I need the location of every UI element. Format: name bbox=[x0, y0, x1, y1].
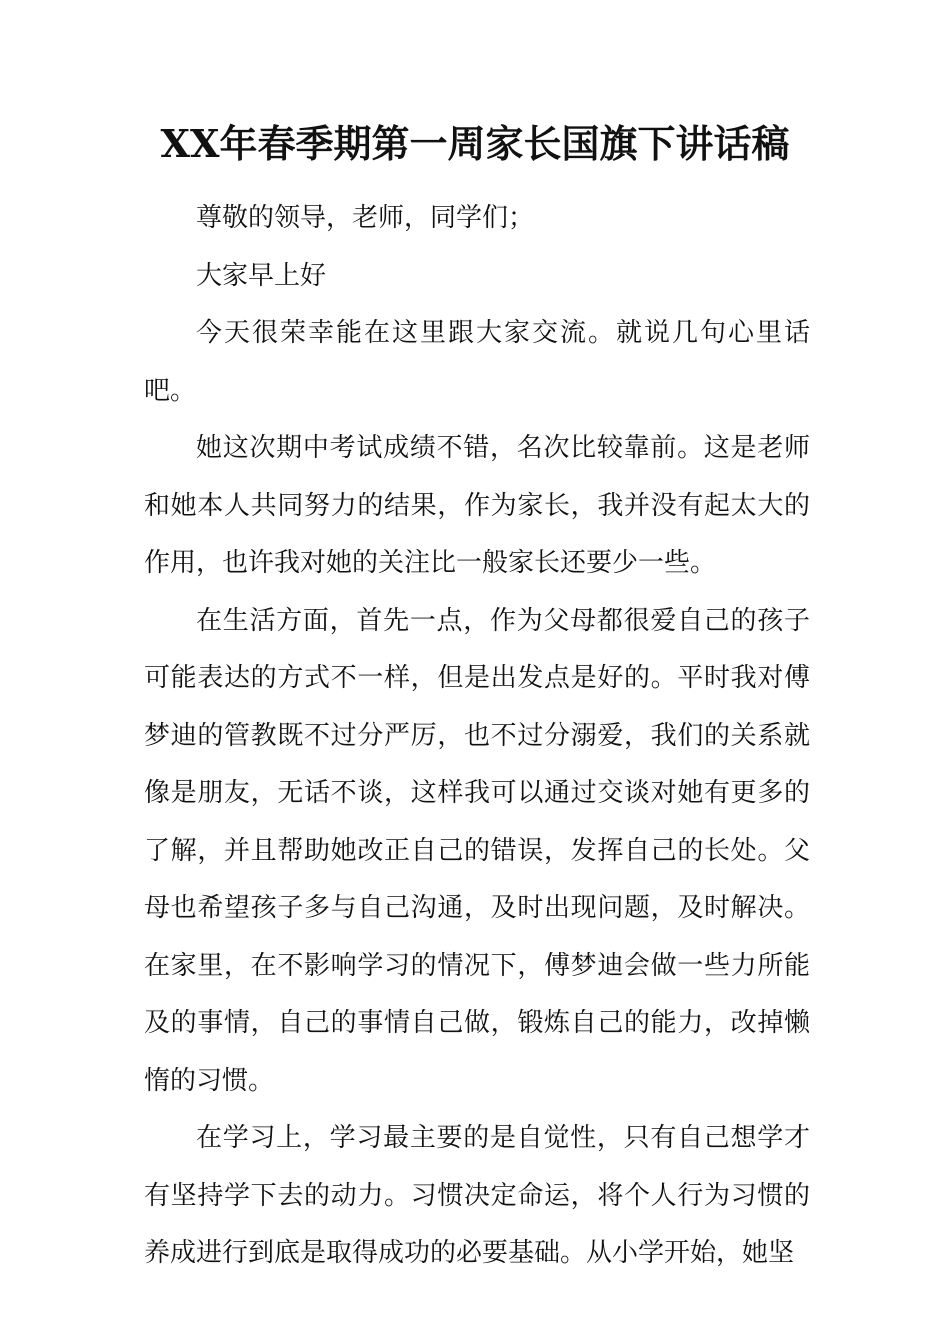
paragraph-study: 在学习上，学习最主要的是自觉性，只有自己想学才有坚持学下去的动力。习惯决定命运，将个人行为习惯的养成进行到底是取得成功的必要基础。从小学开始，她坚 bbox=[144, 1123, 810, 1268]
paragraph-intro: 今天很荣幸能在这里跟大家交流。就说几句心里话吧。 bbox=[144, 318, 810, 406]
document-title: XX年春季期第一周家长国旗下讲话稿 bbox=[160, 121, 790, 166]
paragraph-daily-life: 在生活方面，首先一点，作为父母都很爱自己的孩子可能表达的方式不一样，但是出发点是好的。平时我对傅梦迪的管教既不过分严厉，也不过分溺爱，我们的关系就像是朋友，无话不谈，这样我可以通过交谈对她有更多的了解，并且帮助她改正自己的错误，发挥自己的长处。父母也希望孩子多与自己沟通，及时出现问题，及时解决。在家里，在不影响学习的情况下，傅梦迪会做一些力所能及的事情，自己的事情自己做，锻炼自己的能力，改掉懒惰的习惯。 bbox=[144, 605, 810, 1096]
paragraph-salutation: 尊敬的领导，老师，同学们； bbox=[196, 203, 535, 233]
paragraph-greeting: 大家早上好 bbox=[196, 260, 327, 291]
document-body bbox=[144, 190, 810, 1283]
paragraph-exam-results: 她这次期中考试成绩不错，名次比较靠前。这是老师和她本人共同努力的结果，作为家长，我并没有起太大的作用，也许我对她的关注比一般家长还要少一些。 bbox=[144, 433, 810, 578]
